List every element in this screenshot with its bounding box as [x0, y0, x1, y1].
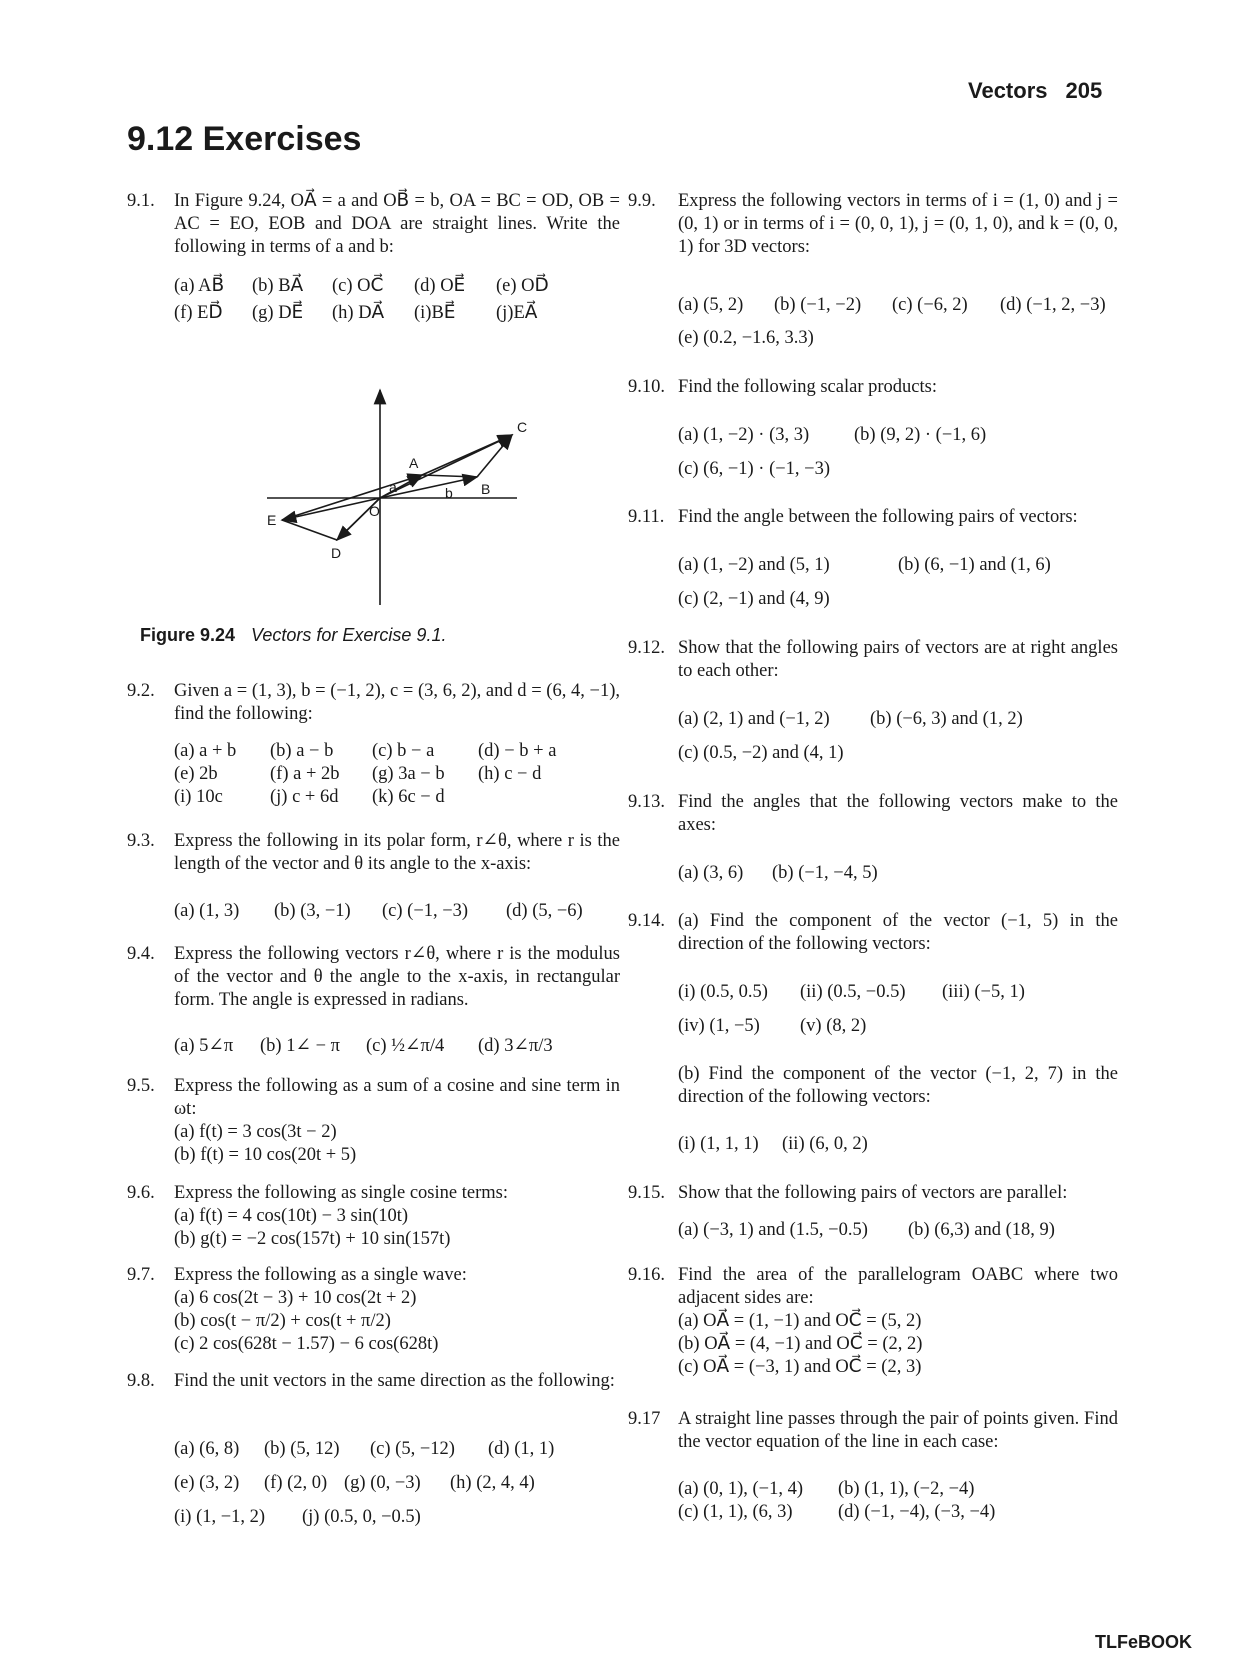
answer-item: (j) c + 6d: [270, 787, 339, 807]
answer-item: (iv) (1, −5): [678, 1016, 760, 1036]
exercise-number: 9.7.: [127, 1265, 155, 1285]
answer-line: (b) OA⃗ = (4, −1) and OC⃗ = (2, 2): [678, 1334, 923, 1354]
exercise-9-13: [628, 791, 1118, 837]
answer-row: [678, 981, 1025, 1004]
exercise-9-9: [628, 190, 1118, 259]
exercise-9-15: [628, 1182, 1118, 1205]
answer-item: (a) (1, 3): [174, 901, 240, 921]
answer-item: (d) OE⃗: [414, 276, 466, 296]
answer-row: [174, 275, 549, 298]
answer-item: (j)EA⃗: [496, 303, 538, 323]
exercise-text: (b) Find the component of the vector (−1, 2, 7) in the direction of the following vectors:: [678, 1064, 1118, 1107]
exercise-text: Show that the following pairs of vectors are parallel:: [678, 1183, 1068, 1203]
exercise-number: 9.15.: [628, 1183, 665, 1203]
label-c-point: C: [517, 419, 528, 435]
exercise-text: Find the angles that the following vectors make to the axes:: [678, 792, 1118, 835]
answer-item: (g) (0, −3): [344, 1473, 421, 1493]
answer-row: [174, 1506, 421, 1529]
answer-item: (a) (1, −2) and (5, 1): [678, 555, 830, 575]
answer-row: [678, 1015, 866, 1038]
answer-item: (a) (1, −2) · (3, 3): [678, 425, 810, 445]
exercise-text: Express the following as a sum of a cosine and sine term in ωt:: [174, 1076, 620, 1119]
answer-row: [678, 424, 986, 447]
answer-row: [174, 763, 541, 786]
answer-item: (j) (0.5, 0, −0.5): [302, 1507, 421, 1527]
answer-row: [174, 786, 445, 809]
exercise-text: A straight line passes through the pair of points given. Find the vector equation of the line in each case:: [678, 1409, 1118, 1452]
exercise-9-5: [127, 1075, 620, 1167]
vector-ac: [422, 435, 512, 475]
answer-item: (i) 10c: [174, 787, 223, 807]
answer-item: (a) (−3, 1) and (1.5, −0.5): [678, 1220, 868, 1240]
answer-row: [174, 900, 583, 923]
exercise-9-16: [628, 1264, 1118, 1379]
answer-item: (a) (2, 1) and (−1, 2): [678, 709, 830, 729]
answer-item: (a) (6, 8): [174, 1439, 240, 1459]
answer-item: (i) (0.5, 0.5): [678, 982, 768, 1002]
answer-item: (d) (1, 1): [488, 1439, 555, 1459]
exercise-text: Find the area of the parallelogram OABC where two adjacent sides are:: [678, 1265, 1118, 1308]
answer-item: (d) (−1, −4), (−3, −4): [838, 1502, 996, 1522]
answer-line: (a) 6 cos(2t − 3) + 10 cos(2t + 2): [174, 1288, 417, 1308]
answer-line: (a) f(t) = 4 cos(10t) − 3 sin(10t): [174, 1206, 409, 1226]
answer-item: (c) (0.5, −2) and (4, 1): [678, 743, 844, 763]
answer-row: [678, 1478, 974, 1501]
answer-item: (e) OD⃗: [496, 276, 549, 296]
answer-item: (i)BE⃗: [414, 303, 456, 323]
exercise-number: 9.16.: [628, 1265, 665, 1285]
answer-item: (a) 5∠π: [174, 1036, 234, 1056]
exercise-9-12: [628, 637, 1118, 683]
answer-row: [678, 862, 878, 885]
answer-item: (b) (1, 1), (−2, −4): [838, 1479, 975, 1499]
section-title: 9.12 Exercises: [127, 120, 362, 158]
answer-item: (f) ED⃗: [174, 303, 223, 323]
exercise-text: Find the angle between the following pairs of vectors:: [678, 507, 1078, 527]
answer-item: (c) (6, −1) · (−1, −3): [678, 459, 831, 479]
exercise-text: Express the following as a single wave:: [174, 1265, 467, 1285]
exercise-number: 9.12.: [628, 638, 665, 658]
running-title: Vectors: [968, 78, 1048, 103]
answer-item: (d) (5, −6): [506, 901, 583, 921]
answer-item: (b) BA⃗: [252, 276, 304, 296]
answer-item: (e) (0.2, −1.6, 3.3): [678, 328, 814, 348]
answer-item: (c) OC⃗: [332, 276, 384, 296]
answer-item: (a) (3, 6): [678, 863, 744, 883]
answer-item: (h) c − d: [478, 764, 542, 784]
answer-line: (c) OA⃗ = (−3, 1) and OC⃗ = (2, 3): [678, 1357, 922, 1377]
exercise-number: 9.17: [628, 1409, 661, 1429]
answer-item: (d) (−1, 2, −3): [1000, 295, 1106, 315]
figure-caption-text: Vectors for Exercise 9.1.: [251, 625, 447, 645]
exercise-text: Express the following vectors r∠θ, where r is the modulus of the vector and θ the angle to the x-axis, in rectangular form. The angle is expressed in radians.: [174, 944, 620, 1010]
answer-item: (b) (−1, −2): [774, 295, 862, 315]
answer-item: (b) (6,3) and (18, 9): [908, 1220, 1055, 1240]
page-number: 205: [1065, 78, 1103, 103]
answer-row: [174, 1472, 535, 1495]
exercise-9-1: [127, 190, 620, 259]
answer-item: (g) DE⃗: [252, 303, 304, 323]
exercise-text: Express the following in its polar form, r∠θ, where r is the length of the vector and θ its angle to the x-axis:: [174, 831, 620, 874]
exercise-9-10: [628, 376, 1118, 399]
right-column: [628, 0, 1118, 1600]
answer-item: (b) (−6, 3) and (1, 2): [870, 709, 1023, 729]
answer-item: (c) (1, 1), (6, 3): [678, 1502, 793, 1522]
answer-item: (a) (5, 2): [678, 295, 744, 315]
exercise-number: 9.14.: [628, 911, 665, 931]
answer-item: (h) DA⃗: [332, 303, 385, 323]
answer-item: (d) 3∠π/3: [478, 1036, 553, 1056]
answer-item: (c) (5, −12): [370, 1439, 455, 1459]
vector-bc: [477, 435, 512, 477]
exercise-9-8: [127, 1370, 620, 1393]
answer-row: [174, 302, 537, 325]
exercise-number: 9.6.: [127, 1183, 155, 1203]
watermark: TLFeBOOK: [1095, 1632, 1192, 1652]
answer-line: (a) OA⃗ = (1, −1) and OC⃗ = (5, 2): [678, 1311, 922, 1331]
answer-item: (a) AB⃗: [174, 276, 225, 296]
exercise-9-14: [628, 910, 1118, 956]
exercise-text: In Figure 9.24, OA⃗ = a and OB⃗ = b, OA = BC = OD, OB = AC = EO, EOB and DOA are straight lines. Write the following in terms of a and b:: [174, 191, 620, 257]
answer-item: (f) a + 2b: [270, 764, 340, 784]
exercise-text: Express the following vectors in terms of i = (1, 0) and j = (0, 1) or in terms of i = (0, 0, 1), j = (0, 1, 0), and k = (0, 0, 1) for 3D vectors:: [678, 191, 1118, 257]
exercise-text: Find the unit vectors in the same direction as the following:: [174, 1371, 615, 1391]
answer-item: (c) b − a: [372, 741, 435, 761]
exercise-number: 9.3.: [127, 831, 155, 851]
exercise-text: Show that the following pairs of vectors are at right angles to each other:: [678, 638, 1118, 681]
exercise-9-3: [127, 830, 620, 876]
answer-row: [678, 458, 830, 481]
answer-item: (b) (5, 12): [264, 1439, 340, 1459]
answer-item: (b) (3, −1): [274, 901, 351, 921]
answer-item: (a) (0, 1), (−1, 4): [678, 1479, 803, 1499]
segment-ed: [282, 520, 337, 540]
answer-line: (b) f(t) = 10 cos(20t + 5): [174, 1145, 357, 1165]
exercise-text: (a) Find the component of the vector (−1, 5) in the direction of the following vectors:: [678, 911, 1118, 954]
exercise-text: Find the following scalar products:: [678, 377, 937, 397]
label-a-point: A: [409, 455, 419, 471]
label-a-vector: a: [389, 479, 397, 495]
answer-item: (e) 2b: [174, 764, 218, 784]
answer-row: [678, 554, 1051, 577]
exercise-9-7: [127, 1264, 620, 1356]
answer-row: [678, 1501, 995, 1524]
exercise-number: 9.5.: [127, 1076, 155, 1096]
answer-line: (b) cos(t − π/2) + cos(t + π/2): [174, 1311, 391, 1331]
answer-row: [678, 588, 830, 611]
exercise-number: 9.10.: [628, 377, 665, 397]
answer-item: (i) (1, −1, 2): [174, 1507, 266, 1527]
answer-item: (b) (9, 2) · (−1, 6): [854, 425, 987, 445]
answer-row: [678, 1219, 1055, 1242]
answer-row: [174, 1438, 554, 1461]
answer-item: (b) (−1, −4, 5): [772, 863, 878, 883]
label-b-vector: b: [445, 485, 453, 501]
answer-item: (f) (2, 0): [264, 1473, 328, 1493]
answer-item: (c) ½∠π/4: [366, 1036, 445, 1056]
exercise-9-17: [628, 1408, 1118, 1454]
answer-item: (g) 3a − b: [372, 764, 445, 784]
answer-item: (b) 1∠ − π: [260, 1036, 340, 1056]
exercise-number: 9.1.: [127, 191, 155, 211]
answer-line: (a) f(t) = 3 cos(3t − 2): [174, 1122, 337, 1142]
segment-ab: [422, 475, 477, 477]
answer-item: (i) (1, 1, 1): [678, 1134, 759, 1154]
exercise-number: 9.9.: [628, 191, 656, 211]
exercise-9-11: [628, 506, 1118, 529]
answer-item: (iii) (−5, 1): [942, 982, 1025, 1002]
exercise-number: 9.2.: [127, 681, 155, 701]
exercise-9-6: [127, 1182, 620, 1251]
label-b-point: B: [481, 481, 491, 497]
answer-item: (v) (8, 2): [800, 1016, 867, 1036]
answer-row: [174, 740, 556, 763]
exercise-9-4: [127, 943, 620, 1012]
answer-row: [678, 708, 1023, 731]
exercise-number: 9.11.: [628, 507, 665, 527]
answer-item: (k) 6c − d: [372, 787, 445, 807]
exercise-number: 9.8.: [127, 1371, 155, 1391]
answer-row: [678, 1133, 868, 1156]
answer-item: (e) (3, 2): [174, 1473, 240, 1493]
vector-oe: [282, 498, 380, 520]
figure-label: Figure 9.24: [140, 625, 236, 645]
left-column: [127, 0, 620, 1600]
answer-line: (b) g(t) = −2 cos(157t) + 10 sin(157t): [174, 1229, 451, 1249]
answer-row: [678, 294, 1106, 317]
answer-item: (ii) (0.5, −0.5): [800, 982, 906, 1002]
label-o-point: O: [369, 503, 380, 519]
exercise-text: Given a = (1, 3), b = (−1, 2), c = (3, 6, 2), and d = (6, 4, −1), find the following:: [174, 681, 620, 724]
exercise-text: Express the following as single cosine terms:: [174, 1183, 508, 1203]
exercise-number: 9.4.: [127, 944, 155, 964]
label-d-point: D: [331, 545, 342, 561]
label-e-point: E: [267, 512, 277, 528]
answer-item: (b) a − b: [270, 741, 334, 761]
answer-item: (c) (−6, 2): [892, 295, 968, 315]
answer-item: (a) a + b: [174, 741, 237, 761]
answer-item: (d) − b + a: [478, 741, 557, 761]
exercise-number: 9.13.: [628, 792, 665, 812]
answer-item: (c) (2, −1) and (4, 9): [678, 589, 830, 609]
answer-row: [174, 1035, 553, 1058]
answer-item: (h) (2, 4, 4): [450, 1473, 535, 1493]
figure-9-24: [267, 380, 577, 620]
answer-row: [678, 327, 814, 350]
exercise-9-2: [127, 680, 620, 726]
figure-caption: [140, 624, 446, 647]
answer-line: (c) 2 cos(628t − 1.57) − 6 cos(628t): [174, 1334, 439, 1354]
answer-item: (b) (6, −1) and (1, 6): [898, 555, 1051, 575]
answer-row: [678, 742, 844, 765]
answer-item: (ii) (6, 0, 2): [782, 1134, 868, 1154]
answer-item: (c) (−1, −3): [382, 901, 469, 921]
